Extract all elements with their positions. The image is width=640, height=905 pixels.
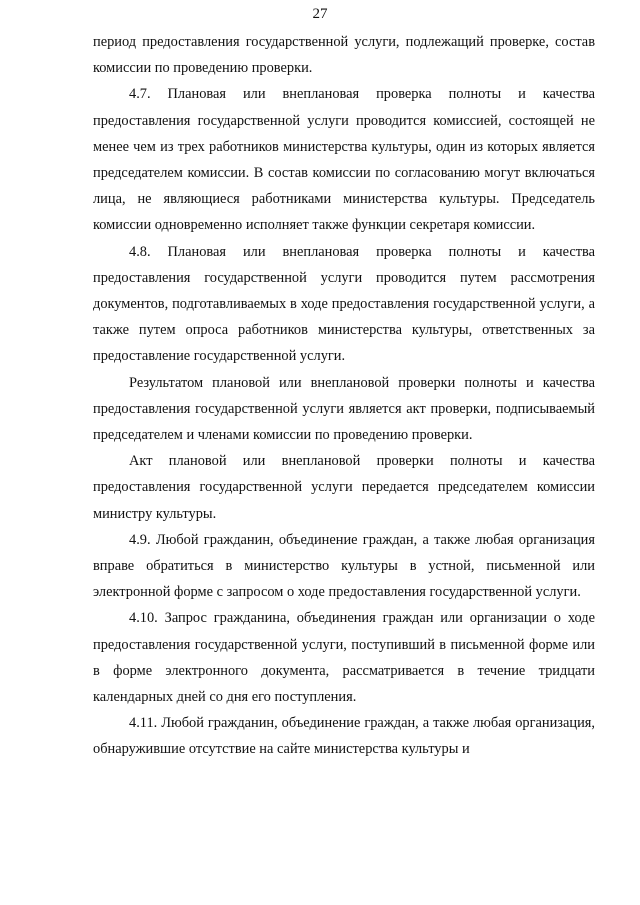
page-number: 27: [312, 6, 328, 22]
paragraph-inspection-act: Акт плановой или внеплановой проверки полноты и качества предоставления государственной услуги передается председателем комиссии министру культуры.: [93, 453, 595, 522]
paragraph-inspection-result: Результатом плановой или внеплановой проверки полноты и качества предоставления государственной услуги является акт проверки, подписываемый председателем и членами комиссии по проведению проверки.: [93, 374, 595, 444]
paragraph-4-11: 4.11. Любой гражданин, объединение граждан, а также любая организация, обнаружившие отсутствие на сайте министерства культуры и: [93, 715, 595, 758]
paragraph-4-9: 4.9. Любой гражданин, объединение граждан, а также любая организация вправе обратиться в министерство культуры в устной, письменной или электронной форме с запросом о ходе предоставления государственной услуги.: [93, 531, 595, 601]
paragraph-4-7: 4.7. Плановая или внеплановая проверка полноты и качества предоставления государственной услуги проводится комиссией, состоящей не менее чем из трех работников министерства культуры, один из которых является председателем комиссии. В состав комиссии по согласованию могут включаться лица, не являющиеся работниками министерства культуры. Председатель комиссии одновременно исполняет также функции секретаря комиссии.: [93, 86, 595, 234]
page-body: [93, 29, 595, 763]
paragraph-continuation: период предоставления государственной услуги, подлежащий проверке, состав комиссии по проведению проверки.: [93, 34, 595, 77]
paragraph-4-8: 4.8. Плановая или внеплановая проверка полноты и качества предоставления государственной услуги проводится путем рассмотрения документов, подготавливаемых в ходе предоставления государственной услуги, а также путем опроса работников министерства культуры, ответственных за предоставление государственной услуги.: [93, 243, 595, 365]
paragraph-4-10: 4.10. Запрос гражданина, объединения граждан или организации о ходе предоставления государственной услуги, поступивший в письменной форме или в форме электронного документа, рассматривается в течение тридцати календарных дней со дня его поступления.: [93, 610, 595, 706]
